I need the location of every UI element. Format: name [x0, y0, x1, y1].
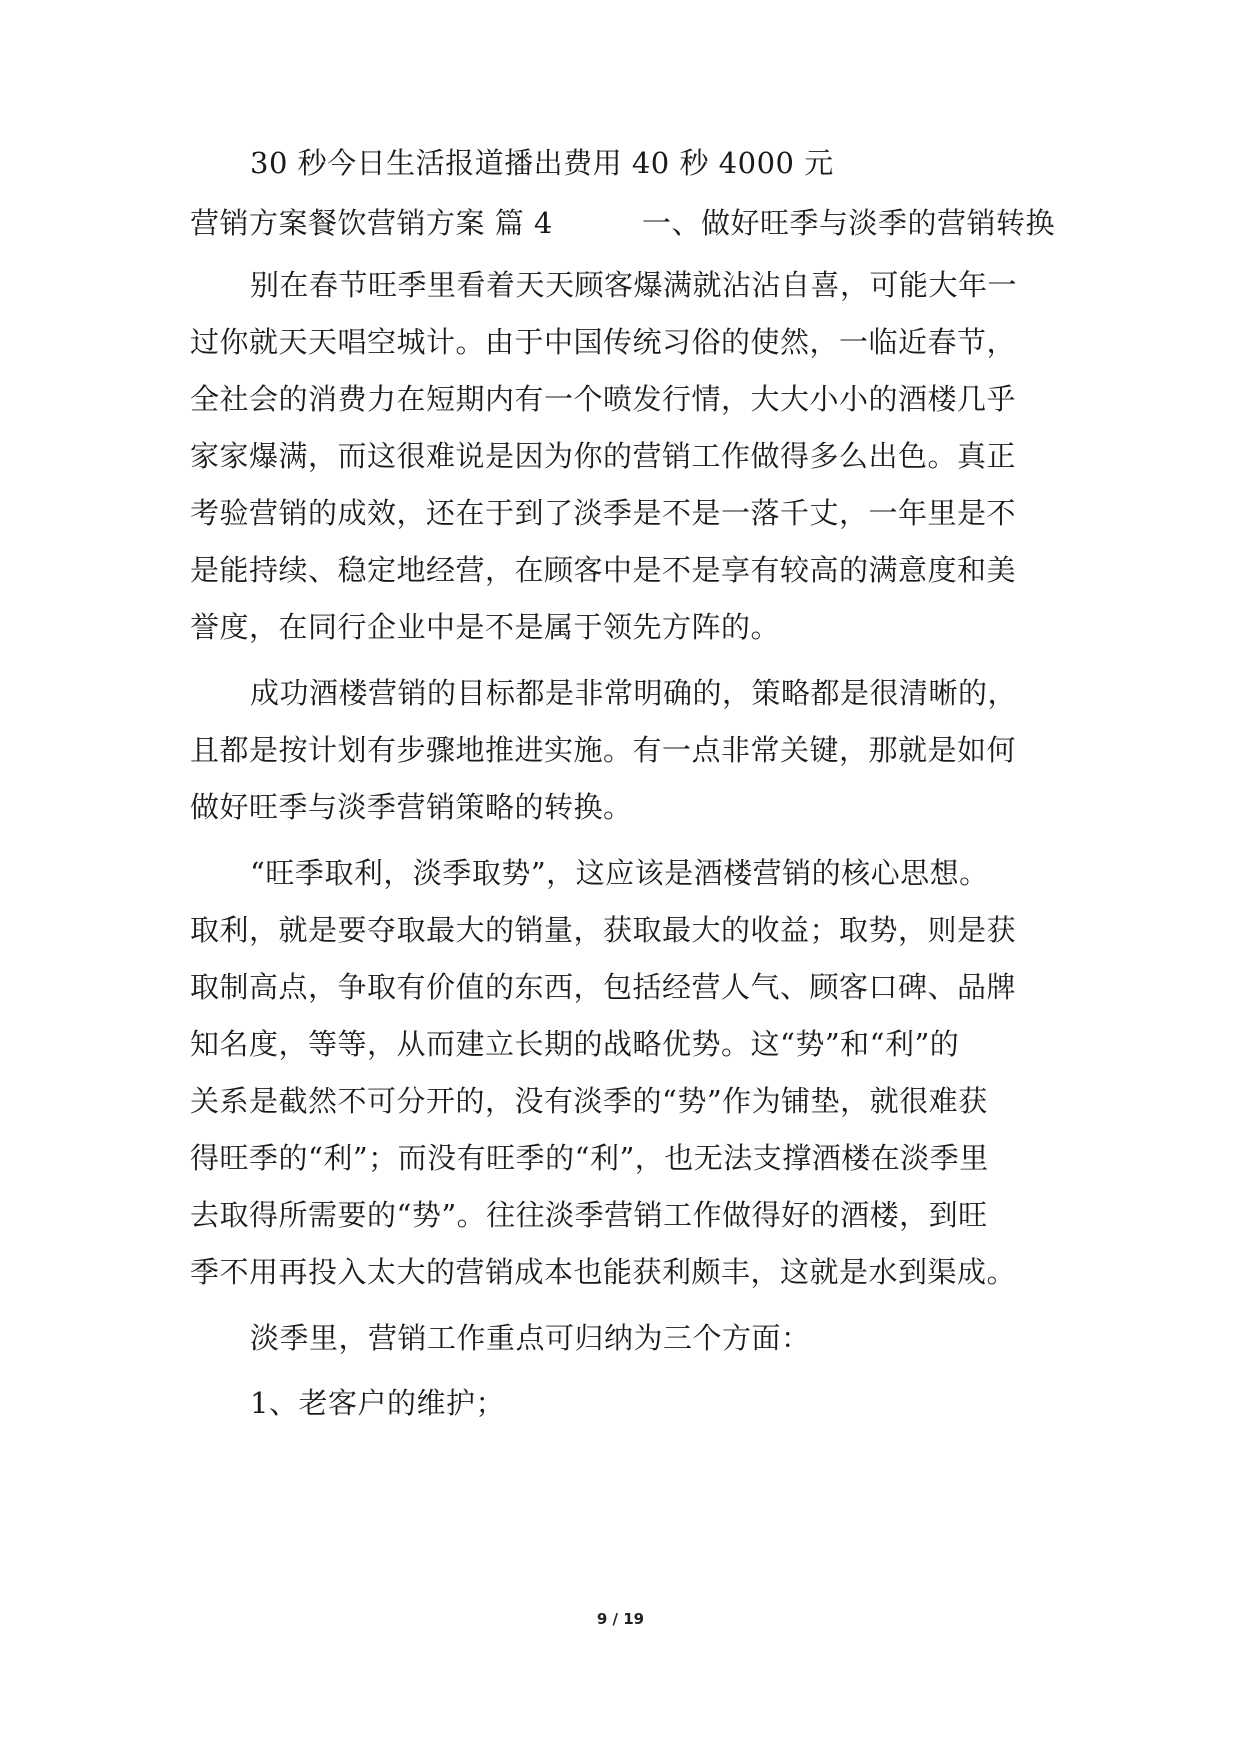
paragraph-line: 且都是按计划有步骤地推进实施。有一点非常关键，那就是如何 — [190, 733, 1017, 767]
section-heading-left: 营销方案餐饮营销方案 篇 4 — [190, 206, 553, 240]
paragraph-line: 季不用再投入太大的营销成本也能获利颇丰，这就是水到渠成。 — [190, 1255, 1017, 1289]
paragraph-line: 去取得所需要的“势”。往往淡季营销工作做得好的酒楼，到旺 — [190, 1198, 988, 1232]
paragraph-line: 全社会的消费力在短期内有一个喷发行情，大大小小的酒楼几乎 — [190, 382, 1017, 416]
paragraph-line: 关系是截然不可分开的，没有淡季的“势”作为铺垫，就很难获 — [190, 1084, 988, 1118]
list-item: 1、老客户的维护； — [250, 1386, 505, 1420]
paragraph-line: 过你就天天唱空城计。由于中国传统习俗的使然，一临近春节， — [190, 325, 1017, 359]
paragraph-line: 家家爆满，而这很难说是因为你的营销工作做得多么出色。真正 — [190, 439, 1017, 473]
paragraph-line: 知名度，等等，从而建立长期的战略优势。这“势”和“利”的 — [190, 1027, 960, 1061]
paragraph-line: 淡季里，营销工作重点可归纳为三个方面： — [250, 1321, 811, 1355]
pricing-line: 30 秒今日生活报道播出费用 40 秒 4000 元 — [250, 146, 834, 180]
paragraph-line: 是能持续、稳定地经营，在顾客中是不是享有较高的满意度和美 — [190, 553, 1017, 587]
paragraph-line: 誉度，在同行企业中是不是属于领先方阵的。 — [190, 610, 781, 644]
section-heading-right: 一、做好旺季与淡季的营销转换 — [642, 206, 1056, 240]
paragraph-line: 成功酒楼营销的目标都是非常明确的，策略都是很清晰的， — [250, 676, 1018, 710]
paragraph-line: 取制高点，争取有价值的东西，包括经营人气、顾客口碑、品牌 — [190, 970, 1017, 1004]
paragraph-line: 取利，就是要夺取最大的销量，获取最大的收益；取势，则是获 — [190, 913, 1017, 947]
paragraph-line: 考验营销的成效，还在于到了淡季是不是一落千丈，一年里是不 — [190, 496, 1017, 530]
paragraph-line: 别在春节旺季里看着天天顾客爆满就沾沾自喜，可能大年一 — [250, 268, 1018, 302]
paragraph-line: 得旺季的“利”；而没有旺季的“利”，也无法支撑酒楼在淡季里 — [190, 1141, 989, 1175]
page-number: 9 / 19 — [596, 1610, 645, 1628]
paragraph-line: 做好旺季与淡季营销策略的转换。 — [190, 790, 633, 824]
paragraph-line: “旺季取利，淡季取势”，这应该是酒楼营销的核心思想。 — [250, 856, 989, 890]
